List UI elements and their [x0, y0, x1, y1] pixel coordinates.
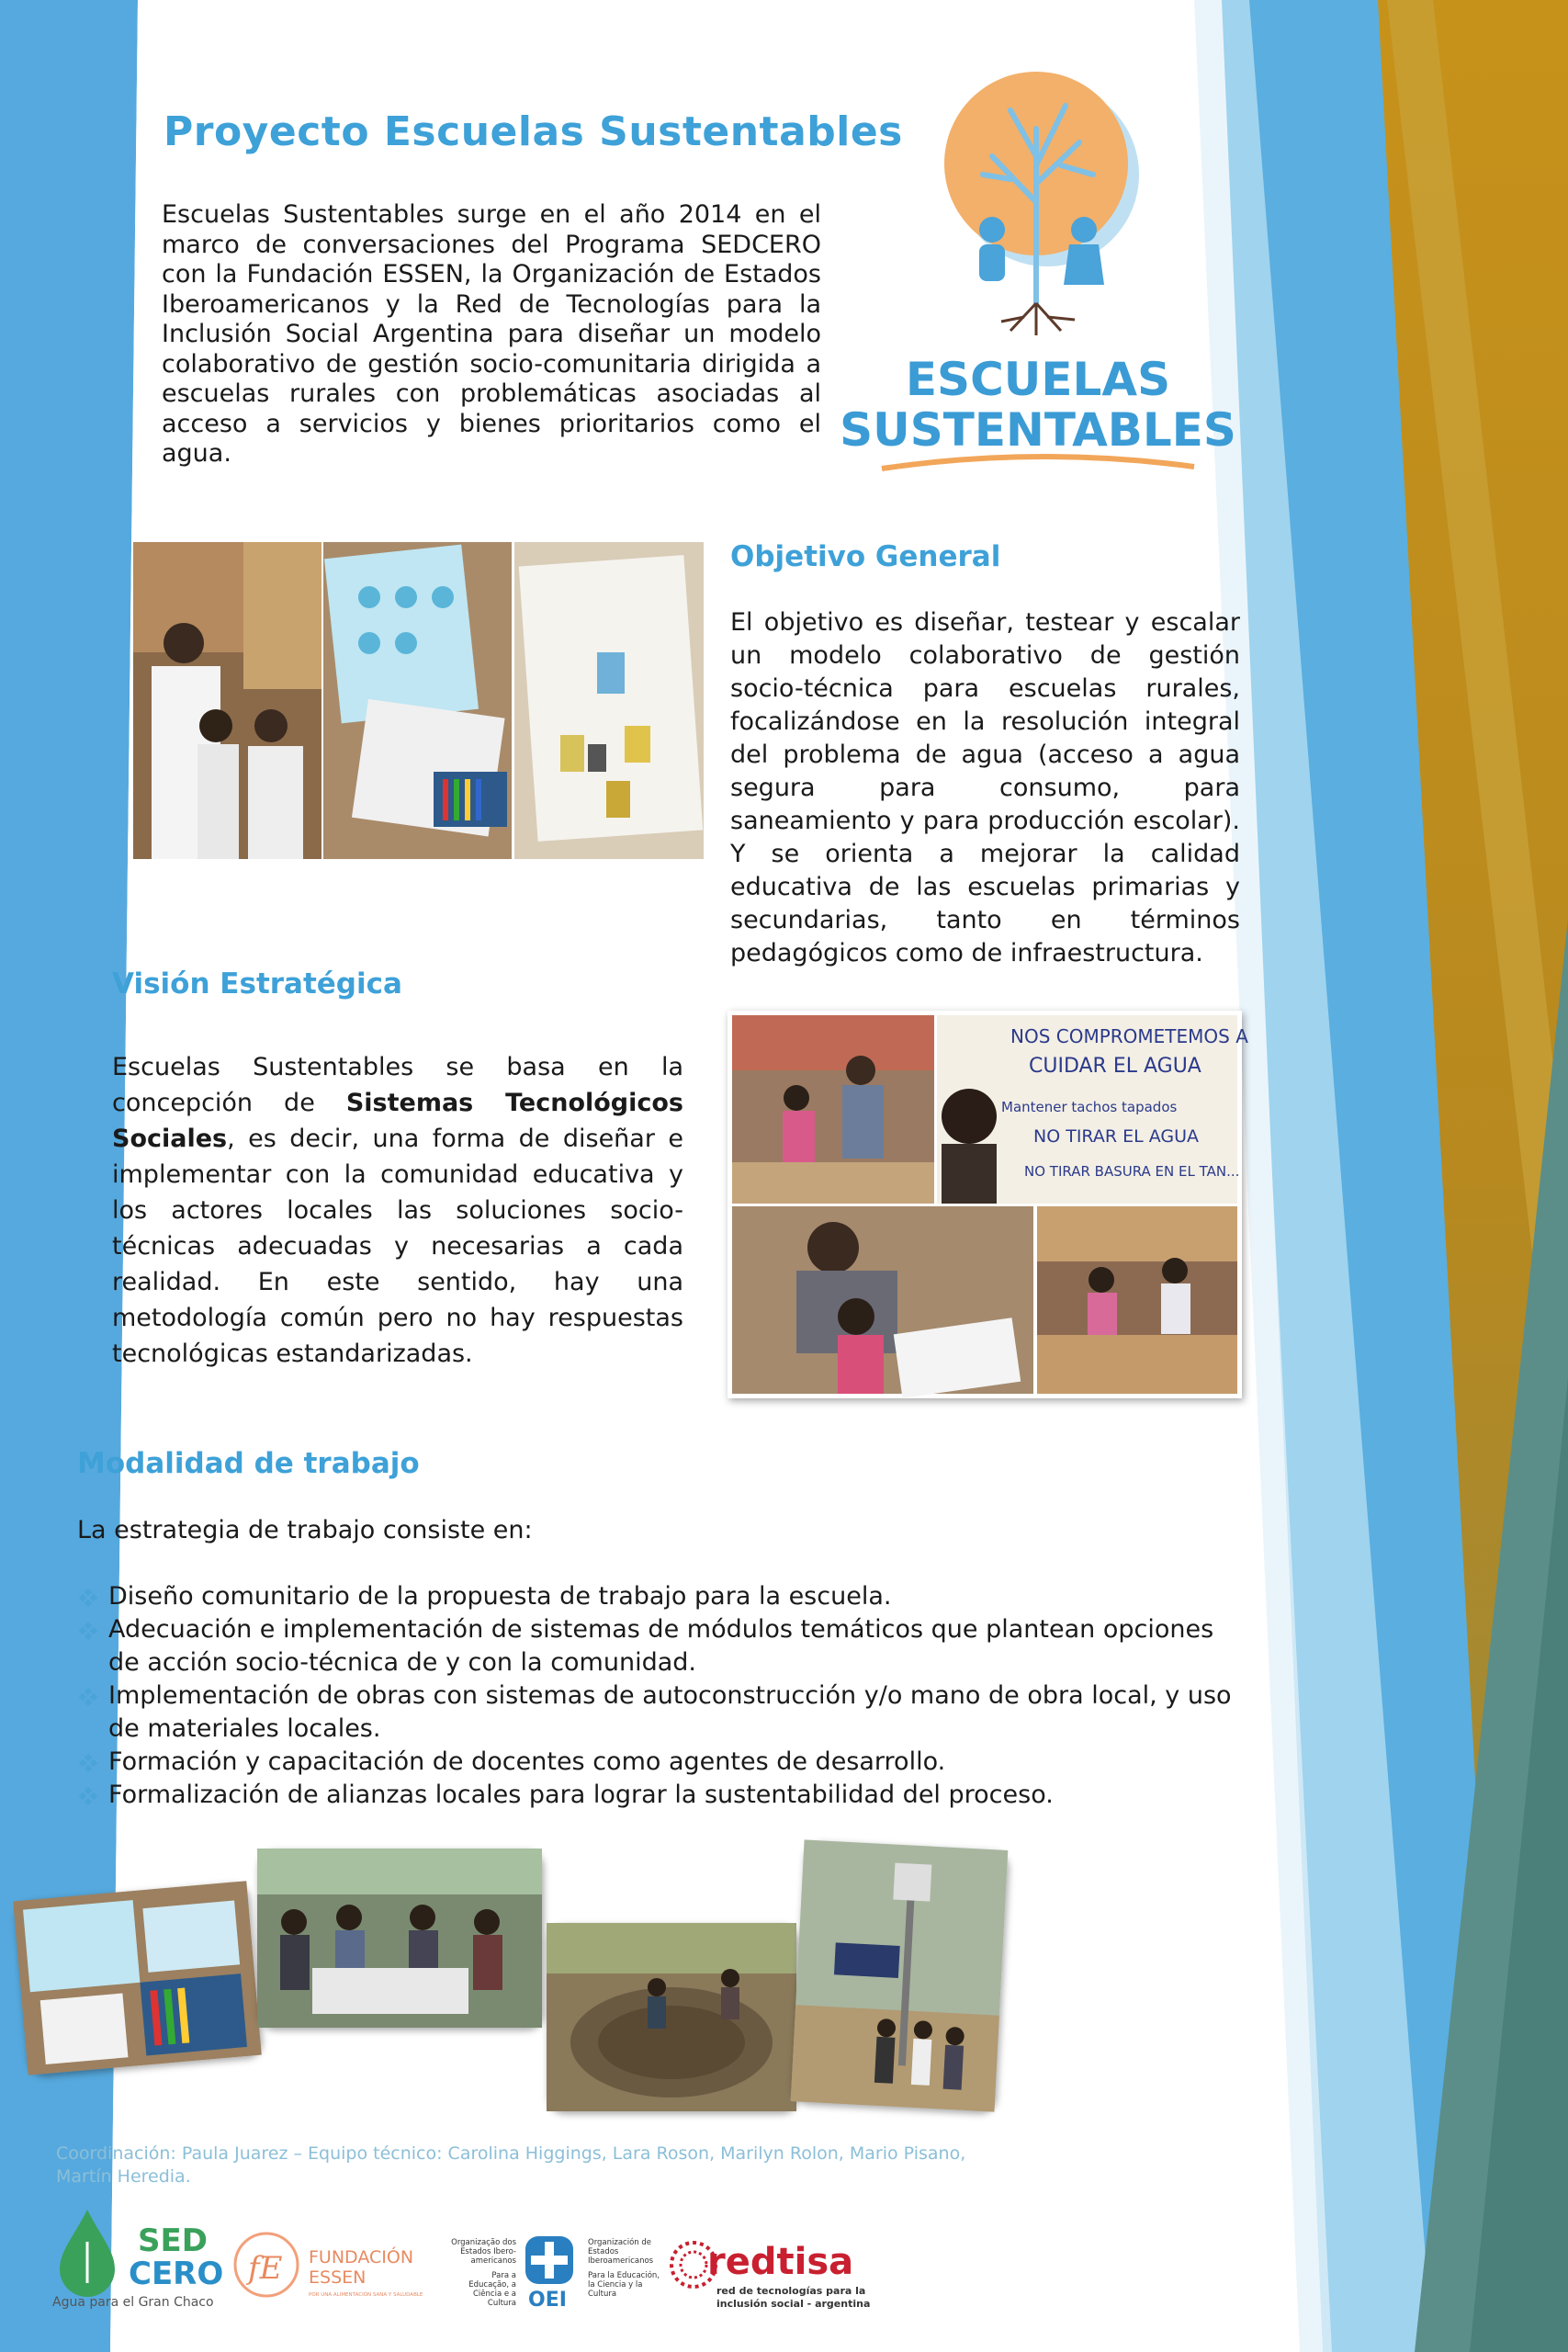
vision-bold-term: Sistemas Tecnológicos Sociales [112, 1089, 684, 1153]
svg-text:POR UNA ALIMENTACIÓN SANA Y SA: POR UNA ALIMENTACIÓN SANA Y SALUDABLE [309, 2292, 423, 2298]
intro-paragraph: Escuelas Sustentables surge en el año 2014 en el marco de conversaciones del Programa SEDCERO con la Fundación ESSEN, la Organización de Estados Iberoamericanos y la Red de Tecnologías para la Inclusión Social Argentina para diseñar un modelo colaborativo de gestión socio-comunitaria dirigida a escuelas rurales con problemáticas asociadas al acceso a servicios y bienes prioritarios como el agua. [162, 200, 821, 468]
svg-text:red de tecnologías para la: red de tecnologías para la [716, 2285, 866, 2297]
svg-text:redtisa: redtisa [707, 2241, 854, 2283]
diamond-bullet-icon [79, 1754, 97, 1772]
svg-text:NO TIRAR BASURA EN EL TAN...: NO TIRAR BASURA EN EL TAN... [1024, 1163, 1240, 1180]
credits-text: Coordinación: Paula Juarez – Equipo técnico: Carolina Higgings, Lara Roson, Marilyn Rolon, Mario Pisano, Martín Heredia. [56, 2143, 966, 2187]
photo-students-writing [1037, 1206, 1237, 1394]
list-item: Adecuación e implementación de sistemas de módulos temáticos que plantean opciones de acción socio-técnica de y con la comunidad. [77, 1613, 1244, 1679]
objetivo-heading: Objetivo General [730, 540, 1001, 573]
photo-adult-helping-child [732, 1206, 1033, 1394]
logo-line1: ESCUELAS [905, 353, 1171, 406]
diamond-bullet-icon [79, 1622, 97, 1640]
svg-text:NOS COMPROMETEMOS A: NOS COMPROMETEMOS A [1010, 1025, 1248, 1047]
modalidad-list [77, 1580, 1244, 1812]
sedcero-logo [51, 2205, 225, 2311]
photo-bottom-construction [547, 1923, 796, 2111]
photo-materials-on-table [323, 542, 512, 859]
photo-children-classroom [133, 542, 321, 859]
photo-bottom-group-meeting [257, 1849, 542, 2028]
page-title: Proyecto Escuelas Sustentables [164, 108, 903, 155]
svg-text:inclusión social - argentina: inclusión social - argentina [716, 2298, 871, 2310]
svg-text:SED: SED [138, 2222, 208, 2259]
logo-line2: SUSTENTABLES [840, 403, 1236, 457]
diamond-bullet-icon [79, 1589, 97, 1607]
svg-text:Mantener tachos tapados: Mantener tachos tapados [1001, 1099, 1178, 1115]
oei-logo: Organização dos Estados Ibero-americanos Para a Educação, a Ciência e a Cultura OEI Organización de Estados Iberoamericanos Para la Educación, la Ciencia y la Cultura [451, 2238, 660, 2312]
svg-text:fE: fE [248, 2250, 283, 2287]
modalidad-intro: La estrategia de trabajo consiste en: [77, 1516, 533, 1544]
photo-bottom-materials [13, 1881, 262, 2075]
svg-text:CUIDAR EL AGUA: CUIDAR EL AGUA [1029, 1055, 1201, 1078]
svg-text:OEI: OEI [528, 2289, 567, 2312]
escuelas-sustentables-logo [840, 55, 1236, 478]
list-item: Formalización de alianzas locales para lograr la sustentabilidad del proceso. [77, 1779, 1244, 1812]
photo-bottom-solar-panel [791, 1839, 1009, 2111]
diamond-bullet-icon [79, 1688, 97, 1706]
svg-text:ESSEN: ESSEN [309, 2267, 367, 2288]
fundacion-essen-logo [230, 2228, 441, 2306]
vision-paragraph: Escuelas Sustentables se basa en la concepción de Sistemas Tecnológicos Sociales, es decir, una forma de diseñar e implementar con la comunidad educativa y los actores locales las soluciones socio-técnicas adecuadas y necesarias a cada realidad. En este sentido, hay una metodología común pero no hay respuestas tecnológicas estandarizadas. [112, 1053, 684, 1368]
svg-text:NO TIRAR EL AGUA: NO TIRAR EL AGUA [1033, 1126, 1200, 1147]
vision-heading: Visión Estratégica [112, 967, 402, 1001]
modalidad-heading: Modalidad de trabajo [77, 1447, 420, 1480]
list-item: Diseño comunitario de la propuesta de trabajo para la escuela. [77, 1580, 1244, 1613]
redtisa-logo [666, 2228, 882, 2315]
list-item: Implementación de obras con sistemas de autoconstrucción y/o mano de obra local, y uso de materiales locales. [77, 1679, 1244, 1746]
svg-text:CERO: CERO [129, 2256, 224, 2292]
photo-children-drawing [514, 542, 704, 859]
svg-text:FUNDACIÓN: FUNDACIÓN [309, 2247, 414, 2267]
svg-text:Agua para el Gran Chaco: Agua para el Gran Chaco [52, 2295, 214, 2310]
photo-whiteboard [937, 1015, 1248, 1204]
list-item: Formación y capacitación de docentes como agentes de desarrollo. [77, 1746, 1244, 1779]
objetivo-paragraph: El objetivo es diseñar, testear y escalar un modelo colaborativo de gestión socio-técnica para escuelas rurales, focalizándose en la resolución integral del problema de agua (acceso a agua segura para consumo, para saneamiento y para producción escolar). Y se orienta a mejorar la calidad educativa de las escuelas primarias y secundarias, tanto en términos pedagógicos como de infraestructura. [730, 608, 1240, 967]
diamond-bullet-icon [79, 1787, 97, 1805]
photo-workshop-group [732, 1015, 934, 1204]
